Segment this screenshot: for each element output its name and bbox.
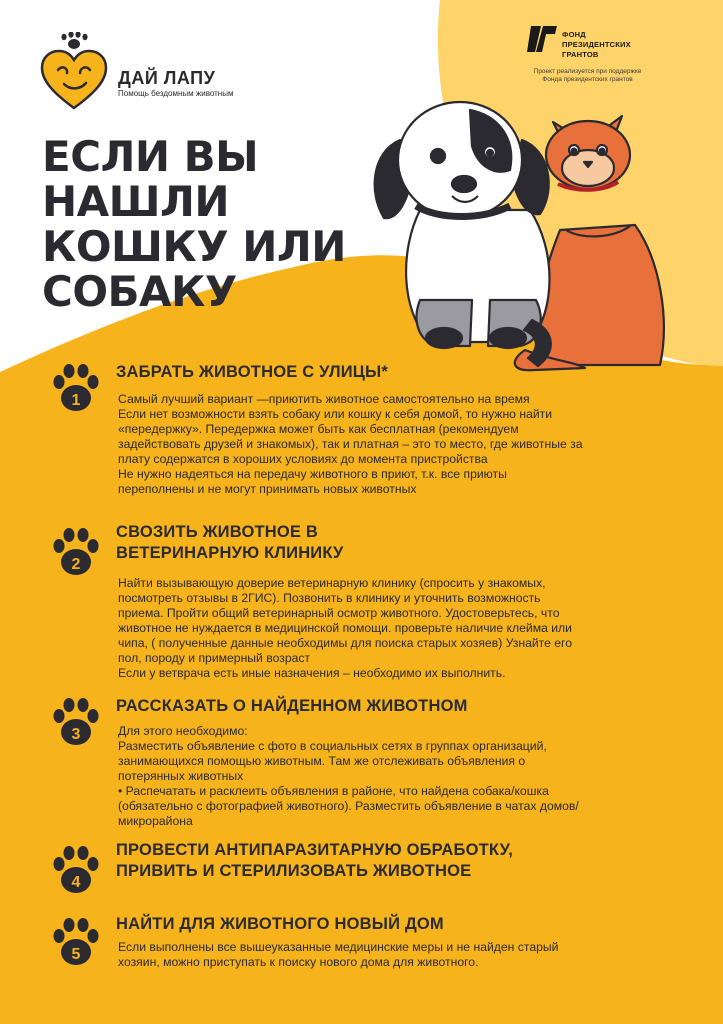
step-body-line: чипа, ( полученные данные необходимы для поиска старых хозяев) Узнайте его [118, 636, 572, 650]
step-5 [50, 914, 670, 984]
title-line: ЕСЛИ ВЫ [42, 132, 259, 181]
step-body-line: Если нет возможности взять собаку или кошку к себя домой, то нужно найти [118, 407, 553, 421]
step-body-line: занимающихся помощью животным. Там же отслеживать объявления о [118, 754, 526, 768]
step-body-line: Найти вызывающую доверие ветеринарную клинику (спросить у знакомых, [118, 576, 546, 590]
step-body-line: «передержку». Передержка может быть как бесплатная (рекомендуем [118, 422, 519, 436]
fund-name-line-2: ПРЕЗИДЕНТСКИХ [562, 40, 631, 49]
step-number-container [50, 698, 102, 748]
step-heading-line: НАЙТИ ДЛЯ ЖИВОТНОГО НОВЫЙ ДОМ [116, 915, 444, 933]
step-body-line: Не нужно надеяться на передачу животного в приют, т.к. все приюты [118, 467, 507, 481]
step-heading [116, 840, 513, 882]
step-body-line: приема. Пройти общий ветеринарный осмотр животного. Удостоверьтесь, что [118, 606, 560, 620]
step-2 [50, 522, 670, 692]
step-number-container [50, 528, 102, 578]
step-body [118, 392, 678, 497]
step-body [118, 576, 678, 681]
logo-subtitle: Помощь бездомным животным [118, 89, 234, 98]
step-1 [50, 362, 670, 512]
step-number-badge [50, 846, 102, 896]
step-heading-line: ПРИВИТЬ И СТЕРИЛИЗОВАТЬ ЖИВОТНОЕ [116, 862, 472, 880]
dog-and-cat-illustration [360, 80, 700, 380]
step-body-line: потерянных животных [118, 769, 244, 783]
fund-note-line-2: Фонда президентских грантов [542, 76, 633, 83]
step-number: 4 [71, 874, 81, 891]
title-line: НАШЛИ [42, 177, 230, 226]
step-body-line: хозяин, можно приступать к поиску нового дома для животного. [118, 955, 479, 969]
step-heading-line: ВЕТЕРИНАРНУЮ КЛИНИКУ [116, 544, 344, 562]
step-heading [116, 696, 468, 717]
step-number-badge [50, 364, 102, 414]
dai-lapu-logo [40, 32, 240, 112]
step-4 [50, 840, 670, 900]
step-number: 1 [71, 392, 81, 409]
step-number-container [50, 364, 102, 414]
step-number: 5 [71, 946, 81, 963]
fund-note-line-1: Проект реализуется при поддержке [533, 68, 642, 75]
step-body-line: посмотреть отзывы в 2ГИС). Позвонить в клинику и уточнить возможность [118, 591, 541, 605]
step-3 [50, 696, 670, 836]
step-number-badge [50, 918, 102, 968]
fund-name-line-3: ГРАНТОВ [562, 50, 599, 59]
step-body-line: (обязательно с фотографией животного). Разместить объявление в чатах домов/ [118, 799, 579, 813]
step-body-line: задействовать друзей и знакомых), так и платная – это то место, где животные за [118, 437, 583, 451]
page-title [42, 134, 372, 314]
logo-name: ДАЙ ЛАПУ [118, 68, 216, 88]
step-heading [116, 522, 344, 564]
step-body-line: Разместить объявление с фото в социальных сетях в группах организаций, [118, 739, 547, 753]
step-heading-line: ЗАБРАТЬ ЖИВОТНОЕ С УЛИЦЫ* [116, 363, 389, 381]
title-line: КОШКУ ИЛИ [42, 222, 346, 271]
step-body-line: переполнены и не могут принимать новых животных [118, 482, 417, 496]
step-body [118, 940, 678, 970]
step-body-line: плату содержатся в хороших условиях до момента пристройства [118, 452, 488, 466]
step-body-line: Если выполнены все вышеуказанные медицинские меры и не найден старый [118, 940, 559, 954]
step-body-line: Для этого необходимо: [118, 724, 248, 738]
step-body-line: животное не нуждается в медицинской помощи. проверьте наличие клейма или [118, 621, 572, 635]
step-heading-line: ПРОВЕСТИ АНТИПАРАЗИТАРНУЮ ОБРАБОТКУ, [116, 841, 513, 859]
step-body-line: Если у ветврача есть иные назначения – необходимо их выполнить. [118, 666, 506, 680]
step-number: 2 [71, 556, 81, 573]
step-body-line: микрорайона [118, 814, 193, 828]
step-body-line: пол, породу и примерный возраст [118, 651, 311, 665]
step-body [118, 724, 678, 829]
dog-illustration [375, 102, 551, 366]
presidential-grants-fund-logo-icon [527, 26, 557, 52]
step-heading-line: РАССКАЗАТЬ О НАЙДЕННОМ ЖИВОТНОМ [116, 697, 468, 715]
step-body-line: Самый лучший вариант —приютить животное самостоятельно на время [118, 392, 530, 406]
step-number-container [50, 846, 102, 896]
step-number-container [50, 918, 102, 968]
step-body-line: • Распечатать и расклеить объявления в районе, что найдена собака/кошка [118, 784, 549, 798]
step-number-badge [50, 528, 102, 578]
step-number-badge [50, 698, 102, 748]
step-number: 3 [71, 726, 81, 743]
fund-name-line-1: ФОНД [562, 30, 586, 39]
step-heading [116, 914, 444, 935]
title-line: СОБАКУ [42, 267, 237, 316]
step-heading [116, 362, 388, 383]
step-heading-line: СВОЗИТЬ ЖИВОТНОЕ В [116, 523, 319, 541]
heart-paw-logo-icon [40, 32, 108, 110]
